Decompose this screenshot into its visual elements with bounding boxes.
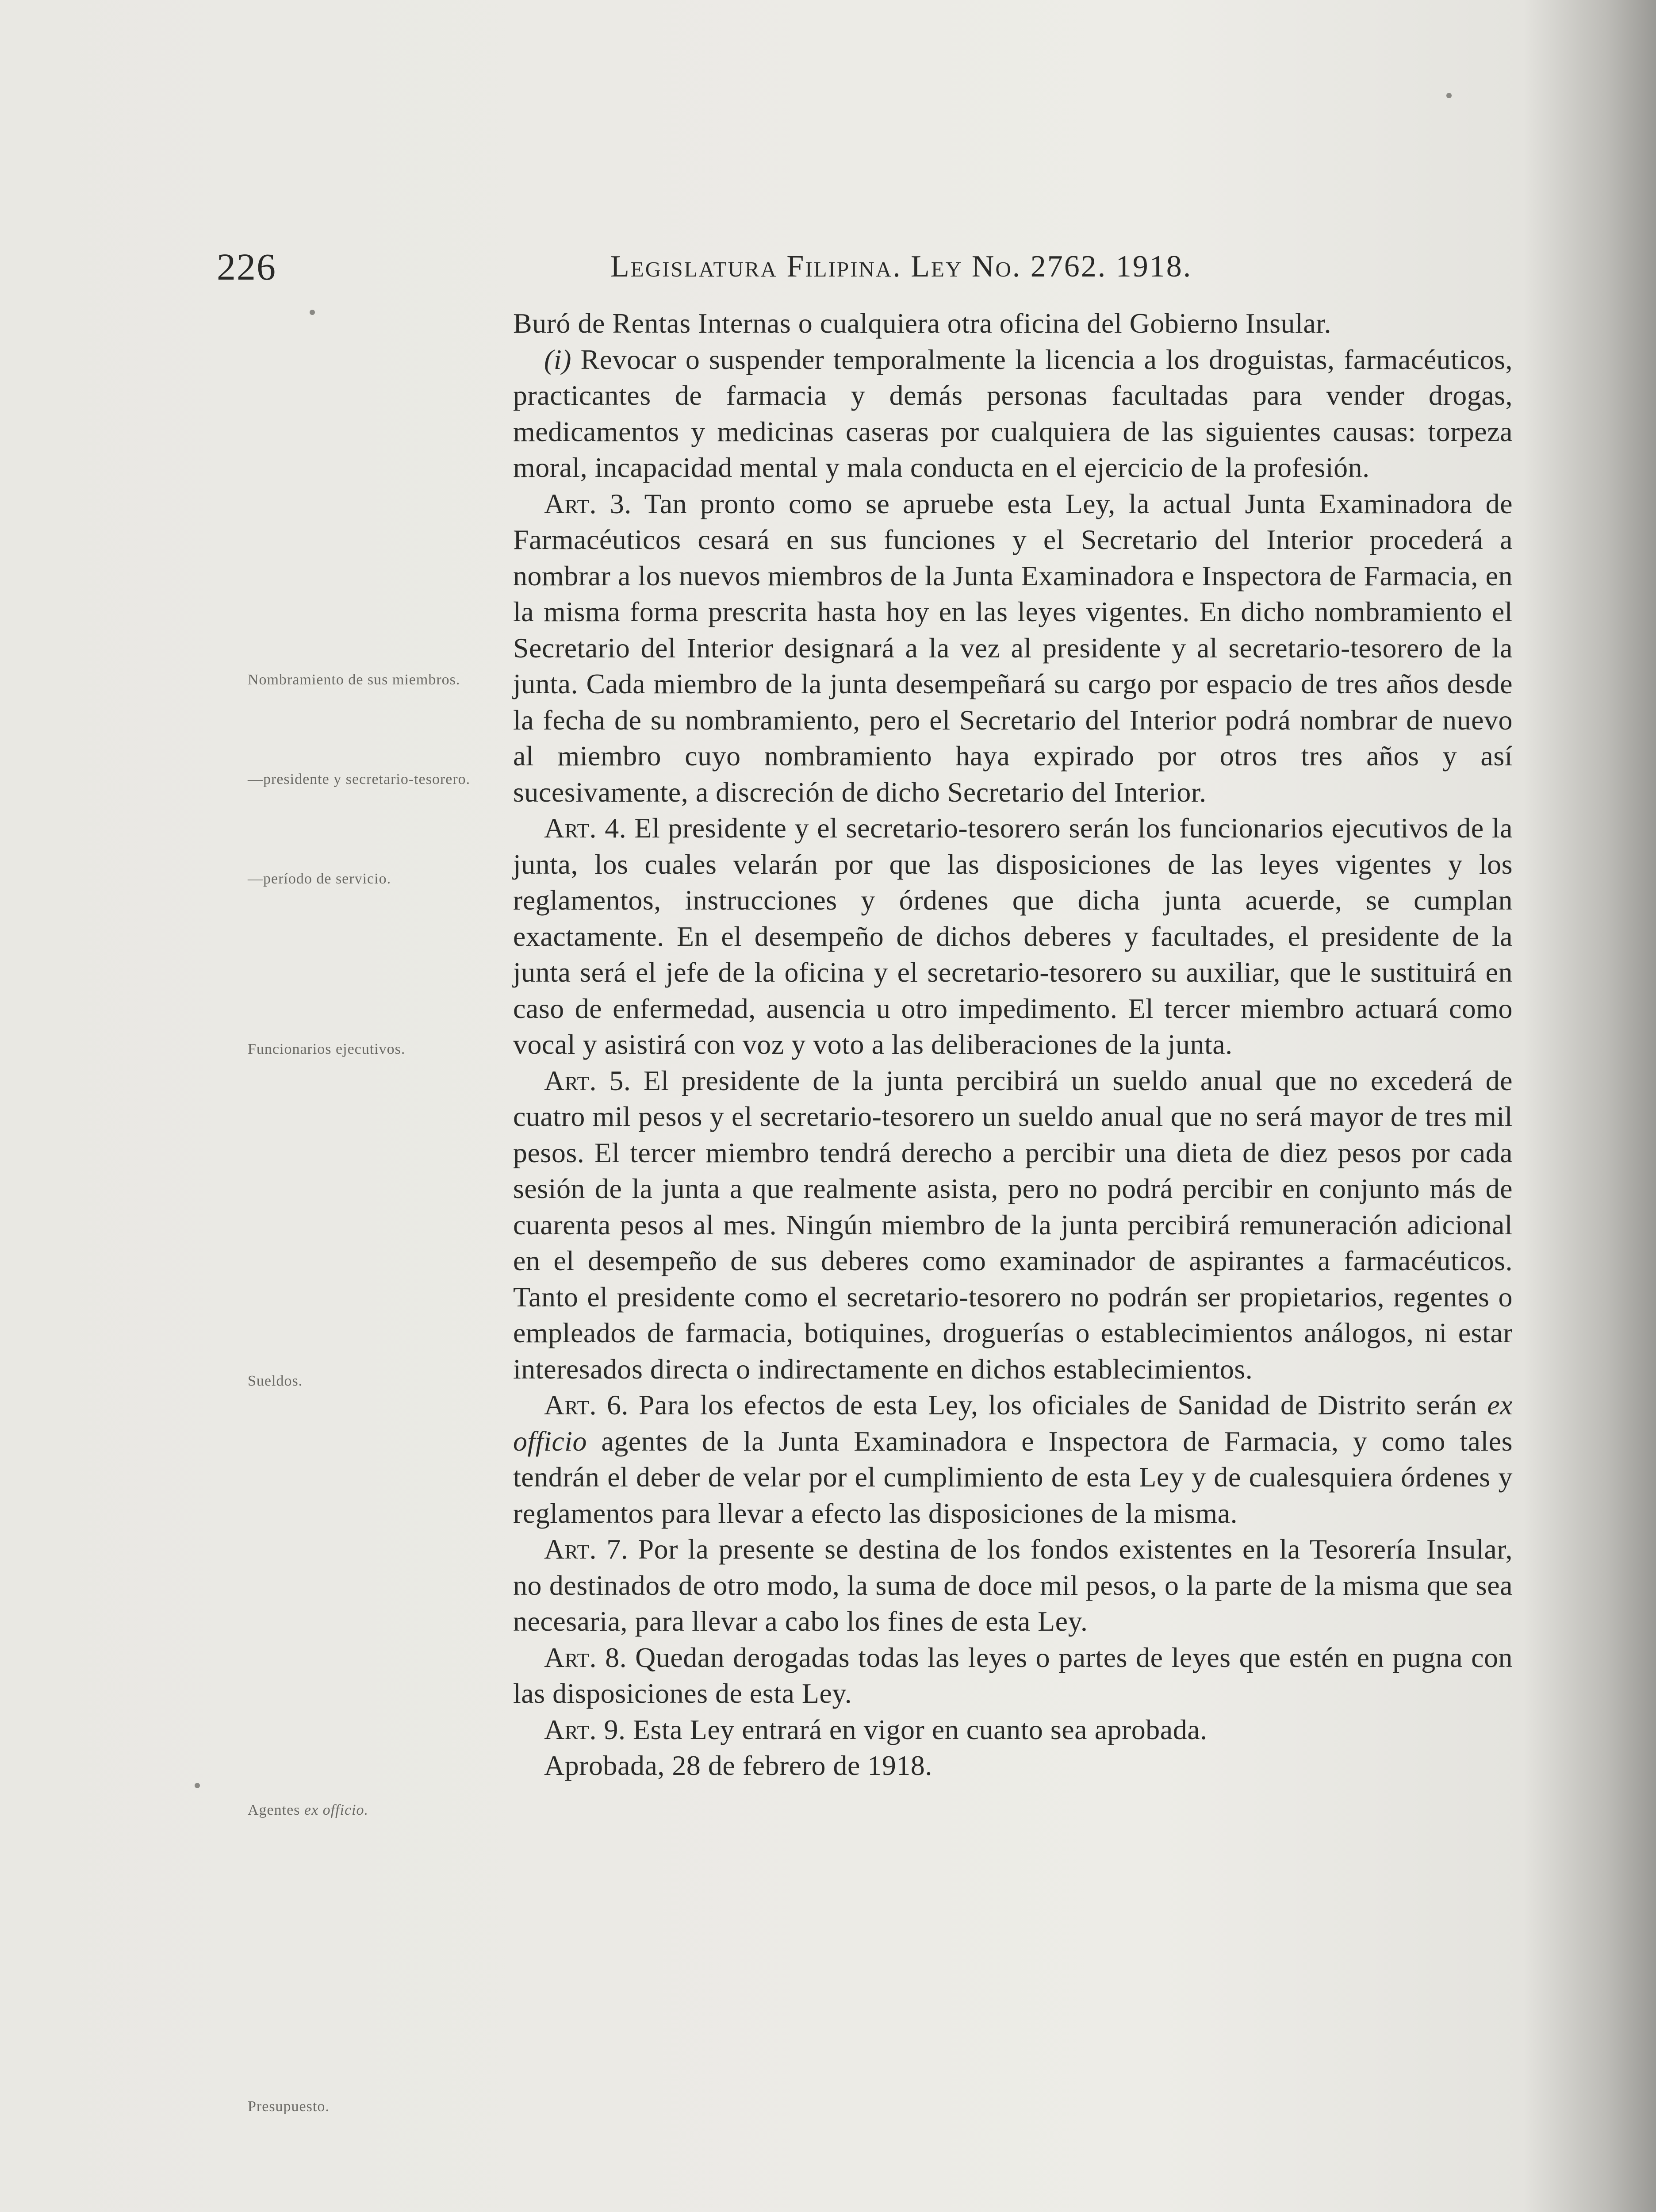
article-6-label: Art. 6. [544,1389,629,1421]
article-8-text: Quedan derogadas todas las leyes o partes de leyes que estén en pugna con las disposiciones de esta Ley. [513,1641,1513,1709]
paragraph-i [513,342,1513,486]
margin-note-periodo: —período de servicio. [248,871,391,887]
margin-note-agentes-italic: ex officio. [304,1802,368,1818]
article-7-label: Art. 7. [544,1533,629,1565]
article-8 [513,1640,1513,1712]
paper-speck [1446,93,1452,98]
margin-note-nombramiento: Nombramiento de sus miembros. [248,672,460,688]
article-3-text: Tan pronto como se apruebe esta Ley, la actual Junta Examinadora de Farmacéuticos cesará en sus funciones y el Secretario del Interior procederá a nombrar a los nuevos miembros de la Junta Examinadora e Inspectora de Farmacia, en la misma forma prescrita hasta hoy en las leyes vigentes. En dicho nombramiento el Secretario del Interior designará a la vez al presidente y al secretario-tesorero de la junta. Cada miembro de la junta desempeñará su cargo por espacio de tres años desde la fecha de su nombramiento, pero el Secretario del Interior podrá nombrar de nuevo al miembro cuyo nombramiento haya expirado por otros tres años y así sucesivamente, a discreción de dicho Secretario del Interior. [513,488,1513,808]
margin-note-presidente: —presidente y secretario-tesorero. [248,771,471,787]
margin-notes [0,0,495,2212]
margin-note-funcionarios: Funcionarios ejecutivos. [248,1041,406,1057]
article-5-label: Art. 5. [544,1064,631,1096]
article-4-label: Art. 4. [544,812,627,844]
article-7 [513,1531,1513,1640]
body-text [513,305,1513,1784]
article-9-text: Esta Ley entrará en vigor en cuanto sea aprobada. [625,1713,1208,1745]
margin-note-agentes [248,1801,495,1820]
article-5 [513,1063,1513,1387]
article-9-label: Art. 9. [544,1713,626,1745]
margin-note-sueldos: Sueldos. [248,1373,303,1389]
article-6-italic: ex officio [513,1389,1513,1457]
article-6-text-b: agentes de la Junta Examinadora e Inspectora de Farmacia, y como tales tendrán el deber de velar por el cumplimiento de esta Ley y de cualesquiera órdenes y reglamentos para llevar a efecto las disposiciones de la misma. [513,1425,1513,1529]
article-3 [513,486,1513,810]
paper-speck [310,310,315,315]
paragraph-i-label: (i) [544,343,571,375]
article-6-text-a: Para los efectos de esta Ley, los oficiales de Sanidad de Distrito serán [628,1389,1487,1421]
article-7-text: Por la presente se destina de los fondos existentes en la Tesorería Insular, no destinados de otro modo, la suma de doce mil pesos, o la parte de la misma que sea necesaria, para llevar a cabo los fines de esta Ley. [513,1533,1513,1637]
paragraph-i-text: Revocar o suspender temporalmente la licencia a los droguistas, farmacéuticos, practicantes de farmacia y demás personas facultadas para vender drogas, medicamentos y medicinas caseras por cualquiera de las siguientes causas: torpeza moral, incapacidad mental y mala conducta en el ejercicio de la profesión. [513,343,1513,483]
paper-speck [195,1783,200,1788]
article-9 [513,1712,1513,1748]
article-8-label: Art. 8. [544,1641,627,1673]
margin-note-agentes-prefix: Agentes [248,1802,304,1818]
article-6 [513,1387,1513,1531]
article-5-text: El presidente de la junta percibirá un sueldo anual que no excederá de cuatro mil pesos y el secretario-tesorero un sueldo anual que no será mayor de tres mil pesos. El tercer miembro tendrá derecho a percibir una dieta de diez pesos por cada sesión de la junta a que realmente asista, pero no podrá percibir en conjunto más de cuarenta pesos al mes. Ningún miembro de la junta percibirá remuneración adicional en el desempeño de sus deberes como examinador de aspirantes a farmacéuticos. Tanto el presidente como el secretario-tesorero no podrán ser propietarios, regentes o empleados de farmacia, botiquines, droguerías o establecimientos análogos, ni estar interesados directa o indirectamente en dichos establecimientos. [513,1064,1513,1385]
article-3-label: Art. 3. [544,488,632,519]
running-head: Legislatura Filipina. Ley No. 2762. 1918. [610,250,1192,284]
page-number: 226 [217,246,276,288]
article-4 [513,810,1513,1063]
paragraph-intro-text: Buró de Rentas Internas o cualquiera otra oficina del Gobierno Insular. [513,307,1331,339]
approval-date: Aprobada, 28 de febrero de 1918. [544,1750,932,1781]
article-4-text: El presidente y el secretario-tesorero serán los funcionarios ejecutivos de la junta, los cuales velarán por que las disposiciones de las leyes vigentes y los reglamentos, instrucciones y órdenes que dicha junta acuerde, se cumplan exactamente. En el desempeño de dichos deberes y facultades, el presidente de la junta será el jefe de la oficina y el secretario-tesorero su auxiliar, que le sustituirá en caso de enfermedad, ausencia u otro impedimento. El tercer miembro actuará como vocal y asistirá con voz y voto a las deliberaciones de la junta. [513,812,1513,1060]
margin-note-presupuesto: Presupuesto. [248,2098,330,2115]
paragraph-intro [513,305,1513,342]
